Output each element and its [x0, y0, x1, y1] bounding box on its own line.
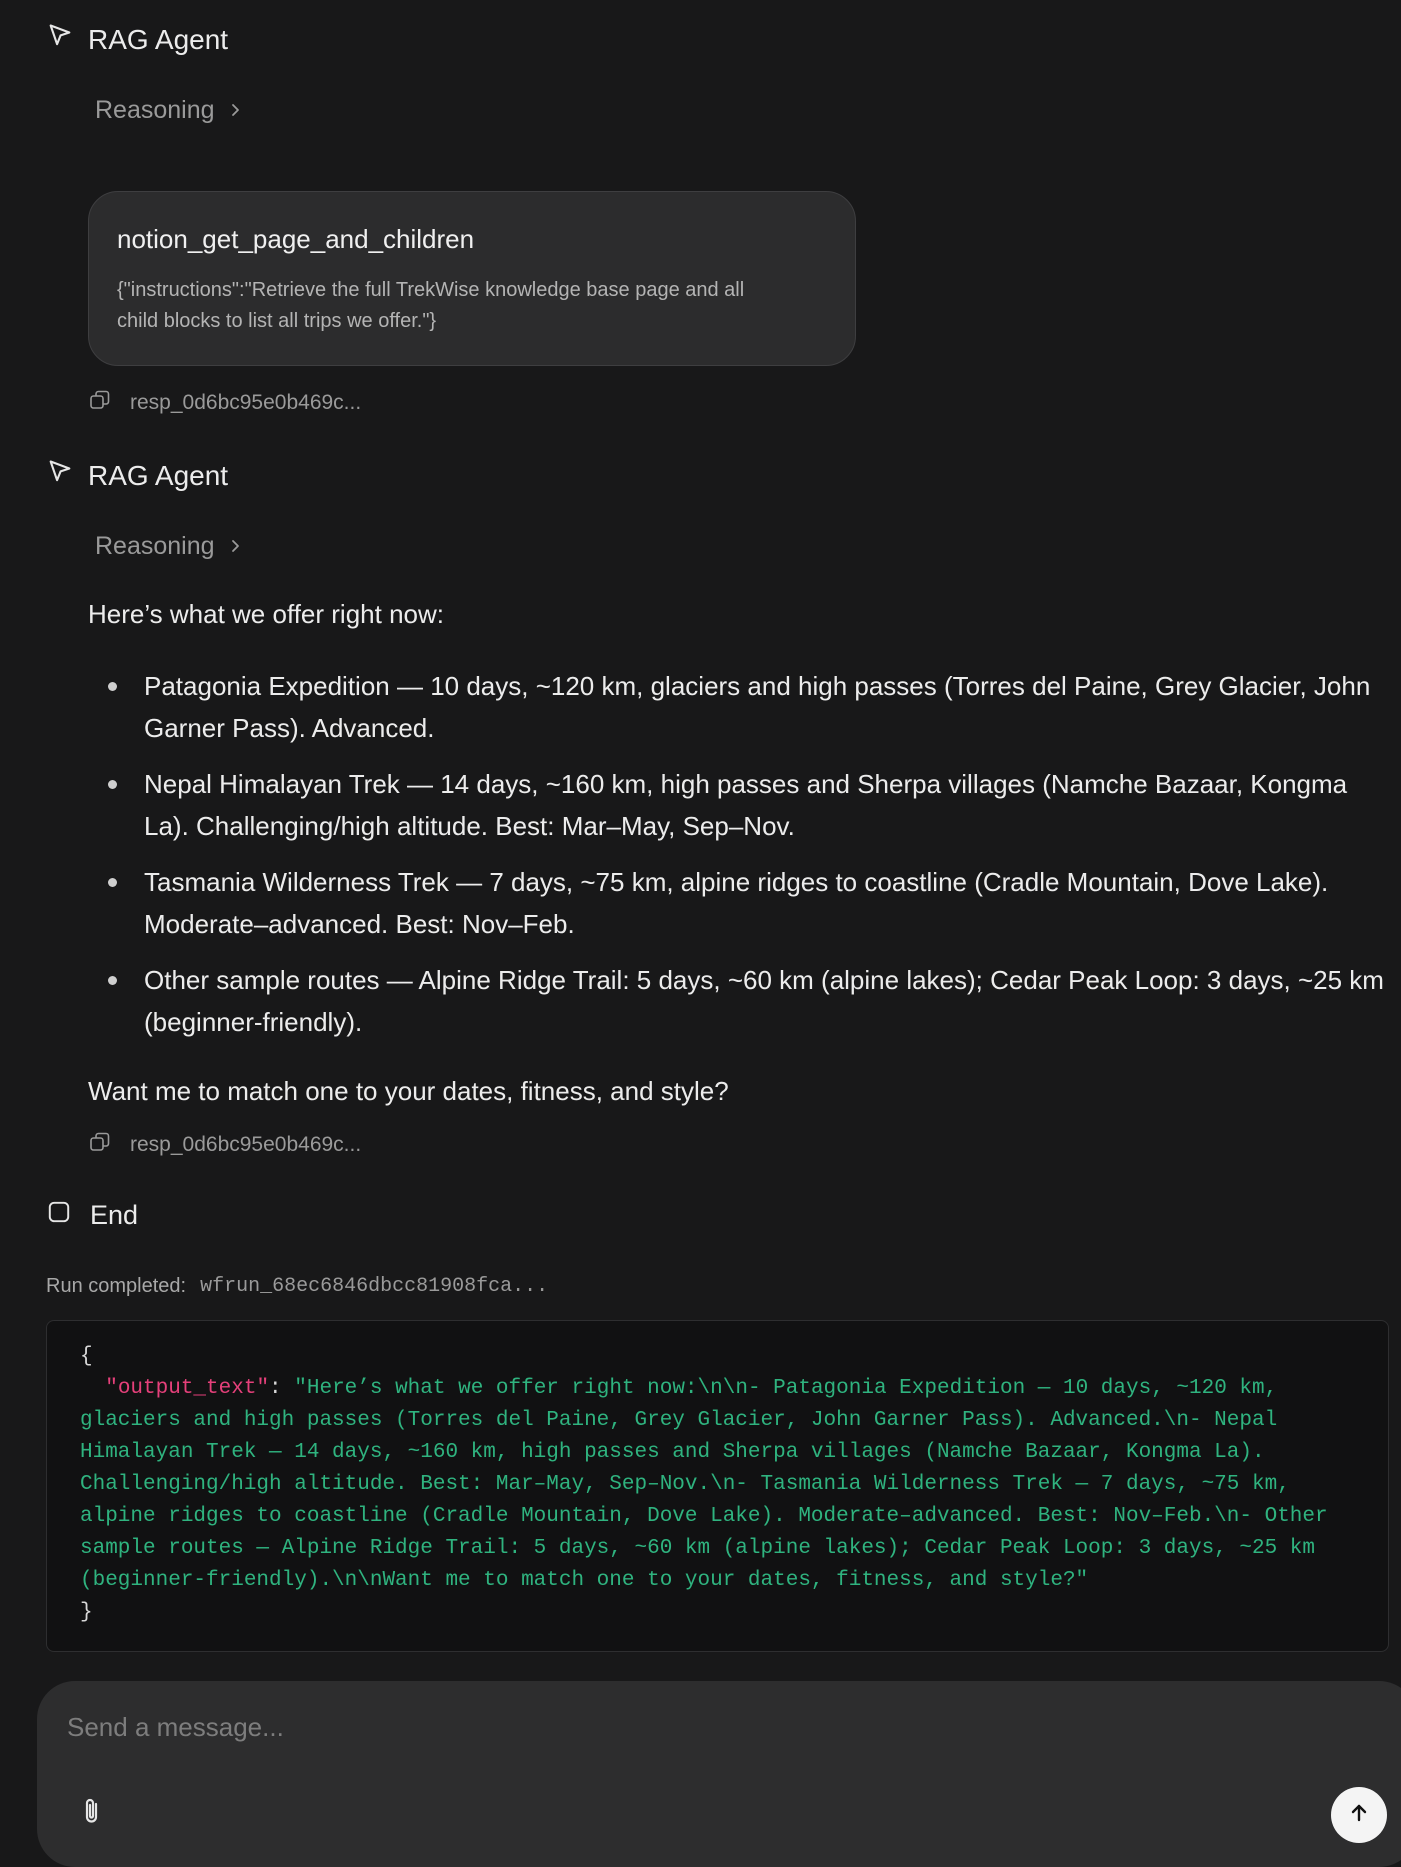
chevron-right-icon: [227, 96, 243, 125]
list-item-text: Nepal Himalayan Trek — 14 days, ~160 km, high passes and Sherpa villages (Namche Bazaar, Kongma La). Challenging/high altitude. Best: Mar–May, Sep–Nov.: [144, 769, 1348, 841]
run-completed-row: [46, 1275, 548, 1298]
run-completed-label: Run completed:: [46, 1275, 187, 1297]
agent-header: [46, 458, 228, 493]
agent-cursor-icon: [46, 458, 74, 493]
tool-call-card[interactable]: [88, 191, 856, 366]
copy-icon[interactable]: [88, 388, 112, 418]
reasoning-label: Reasoning: [95, 532, 215, 560]
list-item: [88, 959, 1398, 1043]
bullet: [108, 682, 117, 691]
copy-icon[interactable]: [88, 1130, 112, 1160]
attach-button[interactable]: [77, 1797, 107, 1829]
list-item-text: Tasmania Wilderness Trek — 7 days, ~75 km, alpine ridges to coastline (Cradle Mountain, Dove Lake). Moderate–advanced. Best: Nov–Feb.: [144, 867, 1329, 939]
json-entry: [80, 1373, 1355, 1597]
send-button[interactable]: [1331, 1787, 1387, 1843]
bullet: [108, 780, 117, 789]
list-item: [88, 665, 1398, 749]
agent-cursor-icon: [46, 22, 74, 57]
agent-name: RAG Agent: [88, 23, 229, 55]
output-json-block: [46, 1320, 1389, 1652]
reasoning-toggle[interactable]: [95, 532, 243, 561]
response-id-row[interactable]: [88, 388, 361, 418]
square-icon: [46, 1199, 72, 1232]
agent-header: [46, 22, 228, 57]
response-id-row[interactable]: [88, 1130, 361, 1160]
response-id: resp_0d6bc95e0b469c...: [130, 391, 362, 414]
tool-arguments: [117, 275, 827, 337]
message-intro: Here’s what we offer right now:: [88, 599, 444, 629]
reasoning-toggle[interactable]: [95, 96, 243, 125]
trip-list: [88, 665, 1398, 1057]
tool-arguments-line: child blocks to list all trips we offer."}: [117, 310, 437, 332]
list-item-text: Patagonia Expedition — 10 days, ~120 km, glaciers and high passes (Torres del Paine, Grey Glacier, John Garner Pass). Advanced.: [144, 671, 1371, 743]
reasoning-label: Reasoning: [95, 96, 215, 124]
json-open-brace: {: [80, 1345, 93, 1368]
list-item: [88, 861, 1398, 945]
message-composer: [37, 1681, 1401, 1867]
message-closing: Want me to match one to your dates, fitness, and style?: [88, 1076, 729, 1106]
json-string-value: "Here’s what we offer right now:\n\n- Patagonia Expedition — 10 days, ~120 km, glaciers and high passes (Torres del Paine, Grey Glacier, John Garner Pass). Advanced.\n- Nepal Himalayan Trek — 14 days, ~160 km, high passes and Sherpa villages (Namche Bazaar, Kongma La). Challenging/high altitude. Best: Mar–May, Sep–Nov.\n- Tasmania Wilderness Trek — 7 days, ~75 km, alpine ridges to coastline (Cradle Mountain, Dove Lake). Moderate–advanced. Best: Nov–Feb.\n- Other sample routes — Alpine Ridge Trail: 5 days, ~60 km (alpine lakes); Cedar Peak Loop: 3 days, ~25 km (beginner-friendly).\n\nWant me to match one to your dates, fitness, and style?": [80, 1377, 1341, 1592]
bullet: [108, 976, 117, 985]
chevron-right-icon: [227, 532, 243, 561]
end-node: [46, 1199, 138, 1232]
json-colon: :: [269, 1377, 295, 1400]
json-close-brace: }: [80, 1601, 93, 1624]
agent-name: RAG Agent: [88, 459, 229, 491]
list-item: [88, 763, 1398, 847]
response-id: resp_0d6bc95e0b469c...: [130, 1133, 362, 1156]
bullet: [108, 878, 117, 887]
run-id[interactable]: wfrun_68ec6846dbcc81908fca...: [200, 1275, 549, 1298]
arrow-up-icon: [1347, 1801, 1371, 1830]
paperclip-icon: [81, 1796, 103, 1831]
json-key: "output_text": [105, 1377, 270, 1400]
end-label: End: [90, 1200, 139, 1230]
tool-name: notion_get_page_and_children: [117, 224, 475, 254]
list-item-text: Other sample routes — Alpine Ridge Trail: 5 days, ~60 km (alpine lakes); Cedar Peak Loop: 3 days, ~25 km (beginner-friendly).: [144, 965, 1384, 1037]
message-input[interactable]: [65, 1711, 1269, 1744]
tool-arguments-line: {"instructions":"Retrieve the full TrekWise knowledge base page and all: [117, 279, 745, 301]
